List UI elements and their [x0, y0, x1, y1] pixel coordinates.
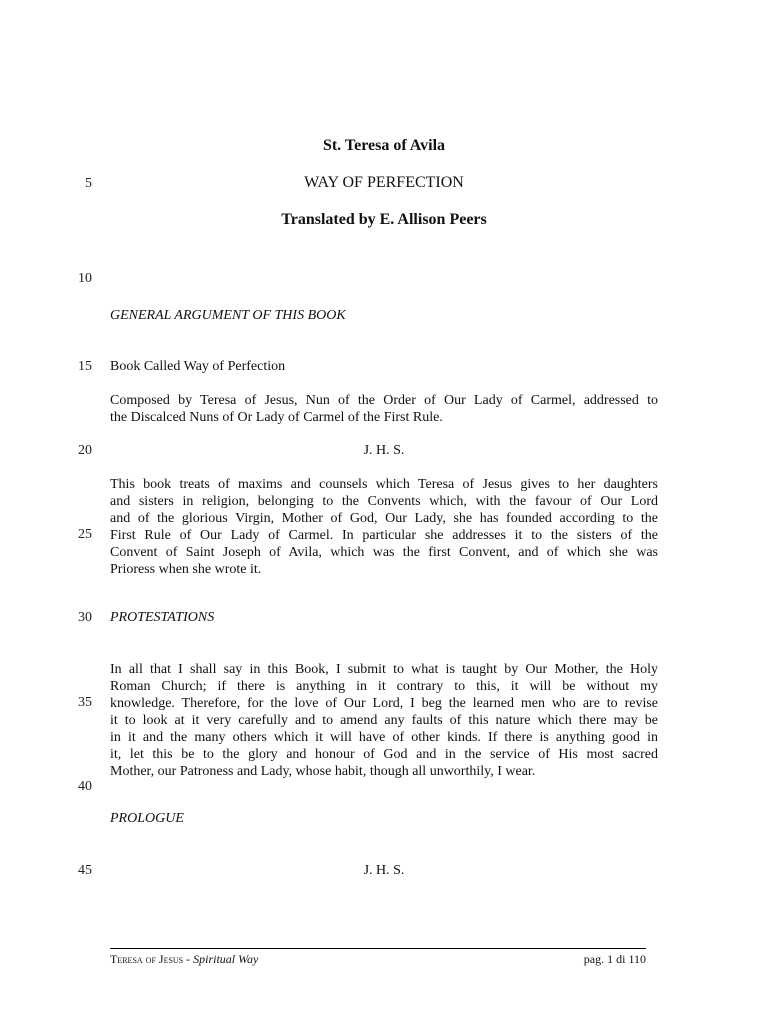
- paragraph-line: In all that I shall say in this Book, I submit to what is taught by Our Mother, the Holy: [110, 662, 658, 677]
- paragraph-line: it, let this be to the glory and honour of God and in the service of His most sacred: [110, 747, 658, 762]
- line-number: 25: [78, 527, 92, 542]
- footer-running-title: [110, 952, 258, 967]
- line-number: 35: [78, 695, 92, 710]
- line-number: 30: [78, 610, 92, 625]
- line-number: 10: [78, 271, 92, 286]
- book-called-line: Book Called Way of Perfection: [110, 359, 286, 374]
- footer-book-title: Spiritual Way: [193, 952, 259, 966]
- paragraph-line: and of the glorious Virgin, Mother of God, Our Lady, she has founded according to the: [110, 511, 658, 526]
- protestations-paragraph: [110, 661, 658, 780]
- footer-author: Teresa of Jesus: [110, 952, 184, 966]
- paragraph-line: knowledge. Therefore, for the love of Our Lord, I beg the learned men who are to revise: [110, 696, 658, 711]
- jhs-monogram: J. H. S.: [363, 443, 405, 458]
- paragraph-line: First Rule of Our Lady of Carmel. In particular she addresses it to the sisters of the: [110, 528, 658, 543]
- section-heading-protestations: PROTESTATIONS: [110, 610, 215, 625]
- paragraph-line: Prioress when she wrote it.: [110, 562, 262, 577]
- author-title: St. Teresa of Avila: [322, 137, 446, 154]
- paragraph-line: Mother, our Patroness and Lady, whose habit, though all unworthily, I wear.: [110, 764, 536, 779]
- paragraph-line: it to look at it very carefully and to amend any faults of this nature which there may be: [110, 713, 658, 728]
- paragraph-line: the Discalced Nuns of Or Lady of Carmel of the First Rule.: [110, 410, 443, 425]
- paragraph-line: This book treats of maxims and counsels which Teresa of Jesus gives to her daughters: [110, 477, 658, 492]
- line-number: 5: [85, 176, 92, 191]
- work-title: WAY OF PERFECTION: [304, 174, 464, 191]
- line-number: 15: [78, 359, 92, 374]
- paragraph-line: Roman Church; if there is anything in it contrary to this, it will be without my: [110, 679, 658, 694]
- book-treats-paragraph: [110, 476, 658, 578]
- line-number: 20: [78, 443, 92, 458]
- section-heading-general-argument: GENERAL ARGUMENT OF THIS BOOK: [110, 308, 346, 323]
- jhs-monogram: J. H. S.: [363, 863, 405, 878]
- footer-divider: [110, 948, 646, 949]
- paragraph-line: in it and the many others which it will have of other kinds. If there is anything good in: [110, 730, 658, 745]
- section-heading-prologue: PROLOGUE: [110, 811, 184, 826]
- page-number: pag. 1 di 110: [583, 952, 646, 966]
- line-number: 45: [78, 863, 92, 878]
- translator-line: Translated by E. Allison Peers: [281, 211, 487, 228]
- line-number: 40: [78, 779, 92, 794]
- composed-by-paragraph: [110, 392, 658, 426]
- paragraph-line: Composed by Teresa of Jesus, Nun of the Order of Our Lady of Carmel, addressed to: [110, 393, 658, 408]
- footer-separator: -: [183, 952, 194, 966]
- paragraph-line: and sisters in religion, belonging to the Convents which, with the favour of Our Lord: [110, 494, 658, 509]
- paragraph-line: Convent of Saint Joseph of Avila, which was the first Convent, and of which she was: [110, 545, 658, 560]
